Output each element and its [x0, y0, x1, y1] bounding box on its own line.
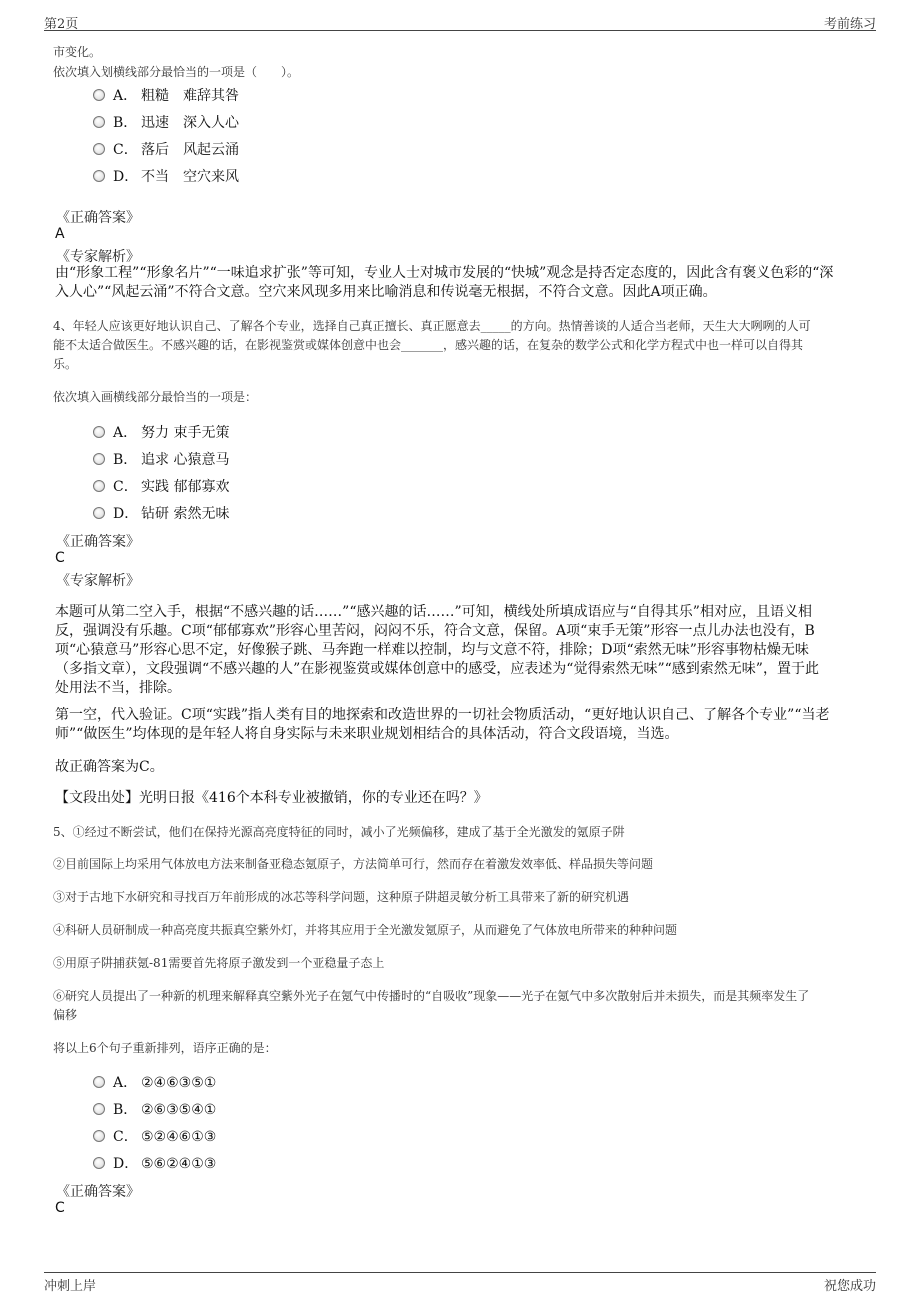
q4-analysis-line: （多指文章），文段强调“不感兴趣的人”在影视鉴赏或媒体创意中的感受，应表述为“觉得索然无味”“感到索然无味”，置于此	[55, 661, 819, 677]
q5-sentence: 5、①经过不断尝试，他们在保持光源高亮度特征的同时，减小了光频偏移，建成了基于全光激发的氪原子阱	[53, 825, 625, 839]
page-footer	[44, 1272, 876, 1295]
q3-option-c[interactable]: C． 落后 风起云涌	[93, 139, 239, 159]
q3-prompt: 依次填入划横线部分最恰当的一项是（ ）。	[53, 65, 300, 79]
q4-analysis-line: 师”“做医生”均体现的是年轻人将自身实际与未来职业规划相结合的具体活动，符合文段语境，当选。	[55, 726, 679, 742]
q4-conclusion: 故正确答案为C。	[55, 759, 164, 775]
q4-answer-label: 《正确答案》	[56, 534, 140, 550]
q3-analysis-label: 《专家解析》	[56, 249, 140, 265]
q4-option-c[interactable]: C． 实践 郁郁寡欢	[93, 476, 229, 496]
q3-analysis-line: 入人心”“风起云涌”不符合文意。空穴来风现多用来比喻消息和传说毫无根据，不符合文意。因此A项正确。	[55, 284, 717, 300]
q4-analysis-label: 《专家解析》	[56, 573, 140, 589]
q5-option-b[interactable]: B． ②⑥③⑤④①	[93, 1099, 216, 1119]
q4-analysis-line: 项“心猿意马”形容心思不定，好像猴子跳、马奔跑一样难以控制，均与文意不符，排除；D项“索然无味”形容事物枯燥无味	[55, 642, 809, 658]
q4-stem-line: 能不太适合做医生。不感兴趣的话，在影视鉴赏或媒体创意中也会_______，感兴趣的话，在复杂的数学公式和化学方程式中也一样可以自得其	[53, 338, 804, 352]
q5-sentence: ⑤用原子阱捕获氪-81需要首先将原子激发到一个亚稳量子态上	[53, 956, 385, 970]
q4-analysis-line: 本题可从第二空入手，根据“不感兴趣的话……”“感兴趣的话……”可知，横线处所填成语应与“自得其乐”相对应，且语义相	[55, 604, 812, 620]
q4-analysis-line: 处用法不当，排除。	[55, 680, 181, 696]
radio-icon[interactable]	[93, 1076, 105, 1088]
q3-answer: A	[55, 226, 65, 242]
q3-option-a[interactable]: A． 粗糙 难辞其咎	[93, 85, 239, 105]
radio-icon[interactable]	[93, 426, 105, 438]
q4-prompt: 依次填入画横线部分最恰当的一项是：	[53, 390, 258, 404]
q4-source: 【文段出处】光明日报《416个本科专业被撤销，你的专业还在吗？》	[55, 790, 488, 806]
header-title: 考前练习	[823, 17, 876, 32]
q4-analysis-line: 反，强调没有乐趣。C项“郁郁寡欢”形容心里苦闷，闷闷不乐，符合文意，保留。A项“束手无策”形容一点儿办法也没有，B	[55, 623, 815, 639]
footer-right-text: 祝您成功	[823, 1279, 876, 1294]
q5-answer-label: 《正确答案》	[56, 1184, 140, 1200]
q4-stem-line: 4、年轻人应该更好地认识自己、了解各个专业，选择自己真正擅长、真正愿意去_____的方向。热情善谈的人适合当老师，天生大大咧咧的人可	[53, 319, 811, 333]
page-number: 第2页	[44, 17, 79, 32]
q5-sentence: ④科研人员研制成一种高亮度共振真空紫外灯，并将其应用于全光激发氪原子，从而避免了气体放电所带来的种种问题	[53, 923, 678, 937]
q5-option-d[interactable]: D． ⑤⑥②④①③	[93, 1153, 216, 1173]
q5-sentence: ②目前国际上均采用气体放电方法来制备亚稳态氪原子，方法简单可行，然而存在着激发效率低、样品损失等问题	[53, 857, 654, 871]
q5-sentence: ③对于古地下水研究和寻找百万年前形成的冰芯等科学问题，这种原子阱超灵敏分析工具带来了新的研究机遇	[53, 890, 630, 904]
radio-icon[interactable]	[93, 453, 105, 465]
q3-stem-tail: 市变化。	[53, 45, 102, 59]
radio-icon[interactable]	[93, 1130, 105, 1142]
page-header	[44, 8, 876, 31]
q5-option-c[interactable]: C． ⑤②④⑥①③	[93, 1126, 216, 1146]
radio-icon[interactable]	[93, 116, 105, 128]
q4-answer: C	[55, 550, 65, 566]
q5-option-a[interactable]: A． ②④⑥③⑤①	[93, 1072, 216, 1092]
q3-option-d[interactable]: D． 不当 空穴来风	[93, 166, 239, 186]
q5-answer: C	[55, 1200, 65, 1216]
q3-option-b[interactable]: B． 迅速 深入人心	[93, 112, 239, 132]
q5-sentence: 偏移	[53, 1008, 78, 1022]
radio-icon[interactable]	[93, 89, 105, 101]
q5-sentence: ⑥研究人员提出了一种新的机理来解释真空紫外光子在氪气中传播时的“自吸收”现象——光子在氪气中多次散射后并未损失，而是其频率发生了	[53, 989, 810, 1003]
q4-analysis-line: 第一空，代入验证。C项“实践”指人类有目的地探索和改造世界的一切社会物质活动，“更好地认识自己、了解各个专业”“当老	[55, 707, 830, 723]
radio-icon[interactable]	[93, 1157, 105, 1169]
footer-left-text: 冲刺上岸	[44, 1279, 97, 1294]
radio-icon[interactable]	[93, 1103, 105, 1115]
q4-stem-line: 乐。	[53, 357, 78, 371]
q3-answer-label: 《正确答案》	[56, 210, 140, 226]
q5-prompt: 将以上6个句子重新排列，语序正确的是：	[53, 1041, 277, 1055]
q3-analysis-line: 由“形象工程”“形象名片”“一味追求扩张”等可知，专业人士对城市发展的“快城”观念是持否定态度的，因此含有褒义色彩的“深	[55, 265, 834, 281]
radio-icon[interactable]	[93, 480, 105, 492]
q4-option-d[interactable]: D． 钻研 索然无味	[93, 503, 229, 523]
radio-icon[interactable]	[93, 507, 105, 519]
q4-option-a[interactable]: A． 努力 束手无策	[93, 422, 229, 442]
radio-icon[interactable]	[93, 170, 105, 182]
q4-option-b[interactable]: B． 追求 心猿意马	[93, 449, 229, 469]
radio-icon[interactable]	[93, 143, 105, 155]
